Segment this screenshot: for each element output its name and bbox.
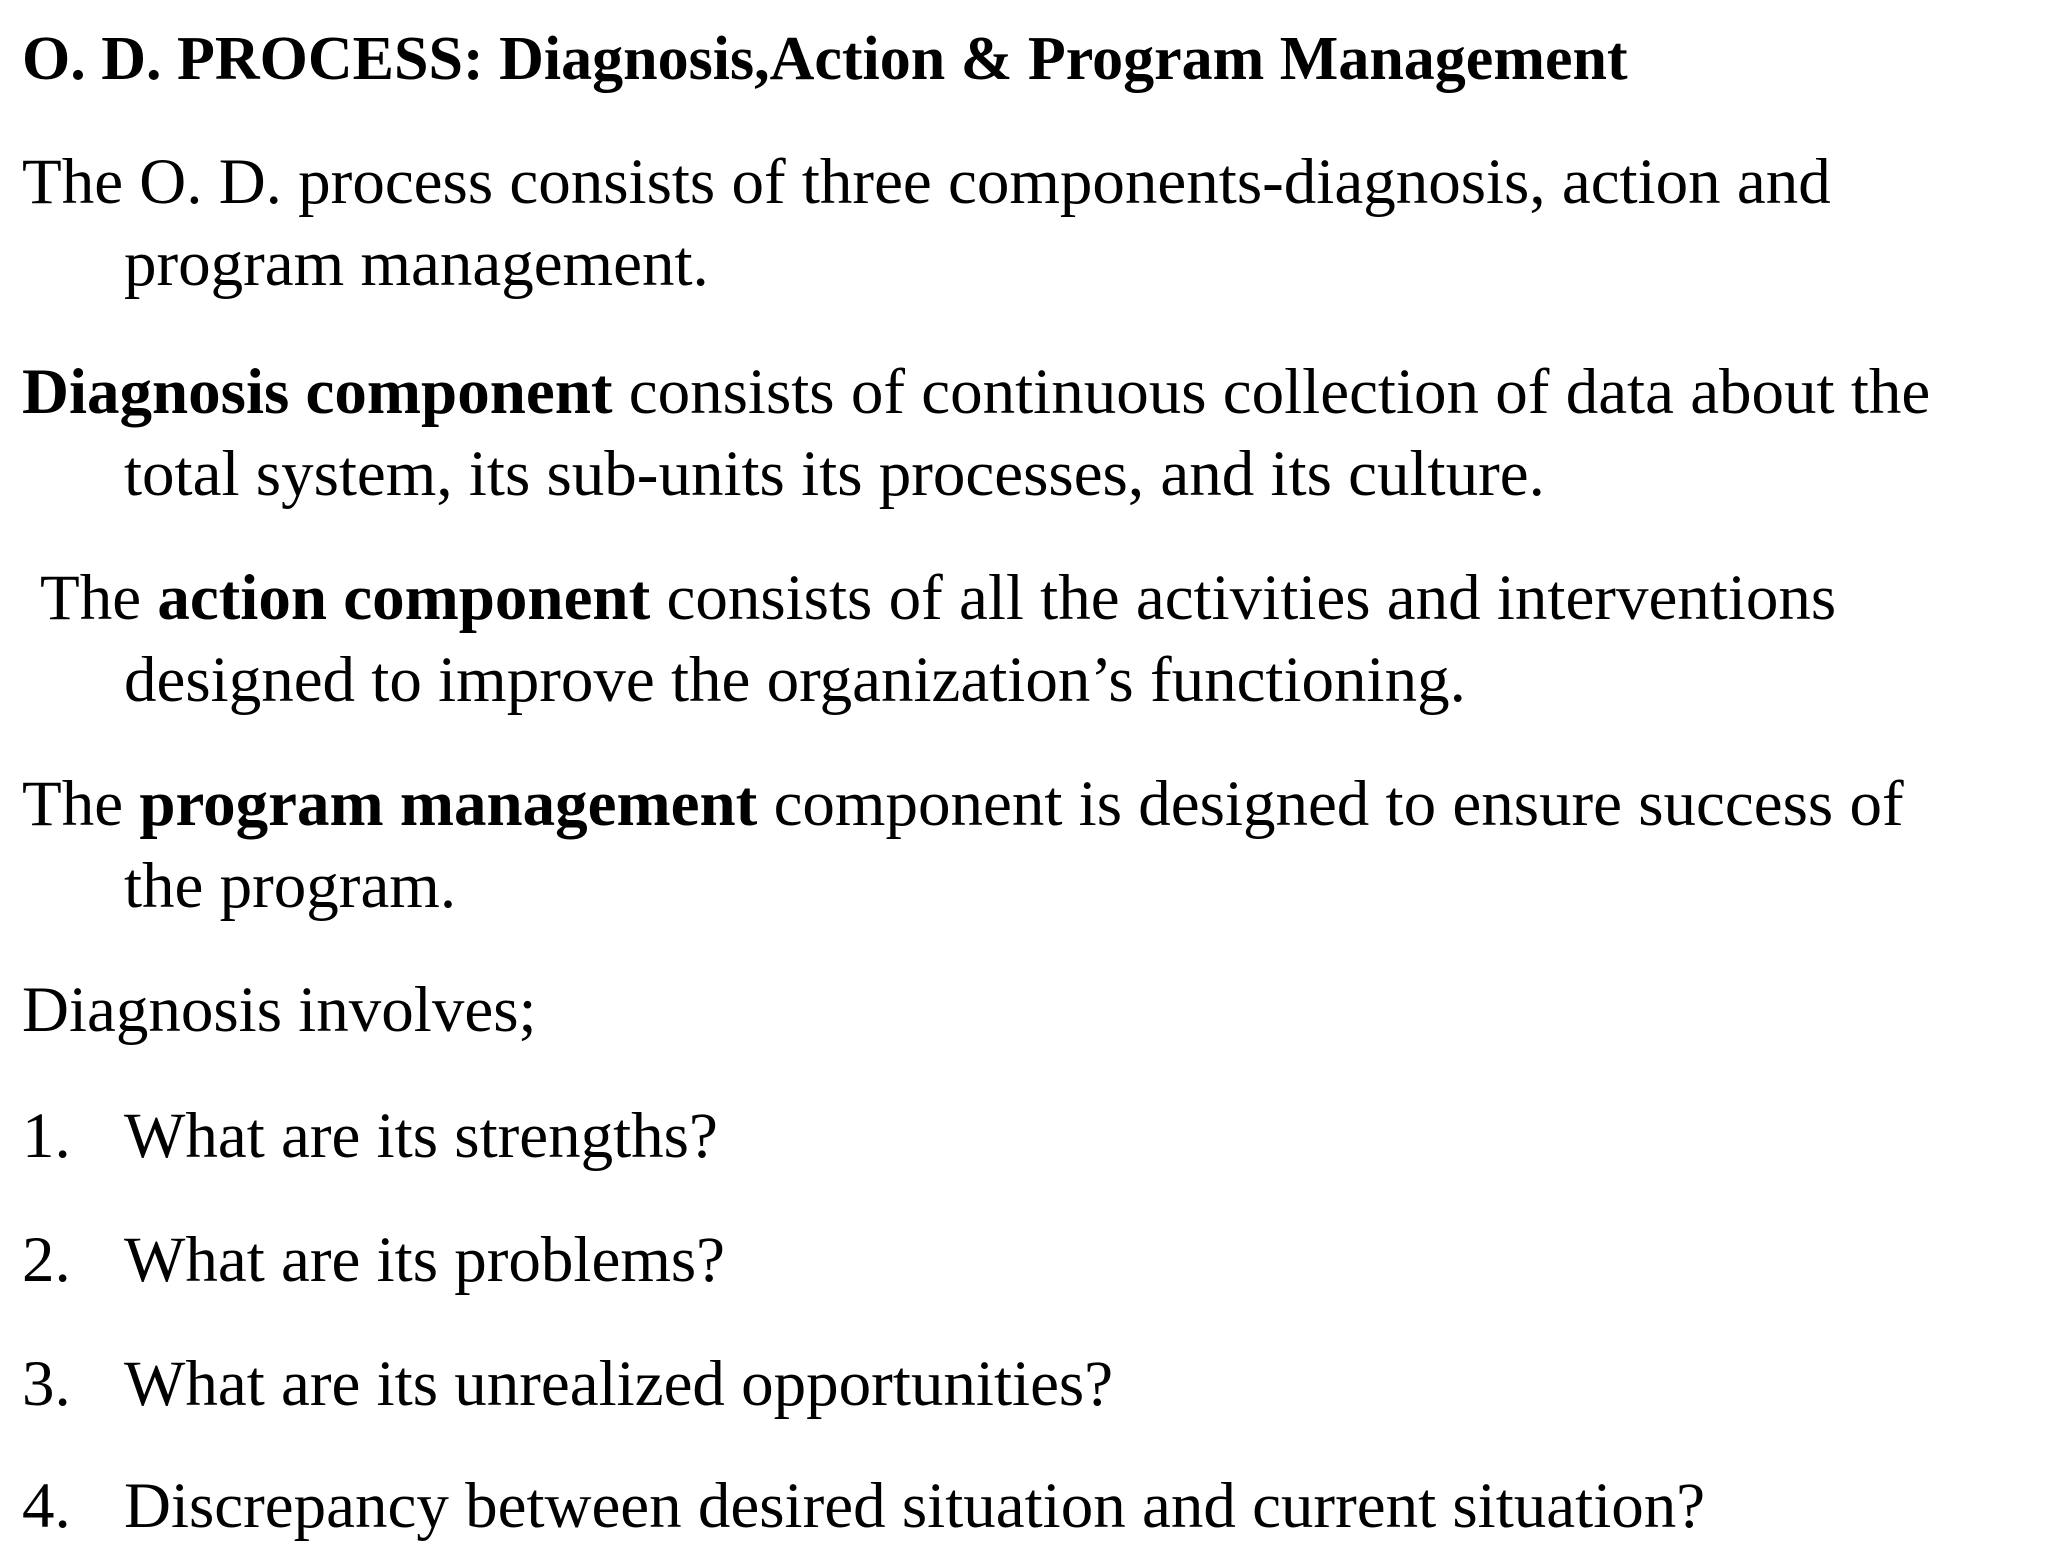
program-term: program management — [139, 768, 758, 840]
action-term: action component — [157, 562, 651, 634]
diagnosis-paragraph-line-1 — [22, 356, 1931, 428]
action-line-1-text: consists of all the activities and interventions — [650, 562, 1837, 634]
action-paragraph-line-1 — [40, 562, 1837, 634]
program-paragraph-line-2: the program. — [124, 850, 457, 922]
list-item-number: 3. — [22, 1348, 71, 1420]
list-item-number: 2. — [22, 1224, 71, 1296]
list-item-number: 4. — [22, 1470, 71, 1542]
action-paragraph-line-2: designed to improve the organization’s functioning. — [124, 644, 1466, 716]
diagnosis-involves-heading: Diagnosis involves; — [22, 974, 537, 1046]
list-item-text: What are its unrealized opportunities? — [124, 1348, 1114, 1420]
intro-line-1: The O. D. process consists of three components-diagnosis, action and — [22, 146, 1831, 218]
diagnosis-line-1-text: consists of continuous collection of data about the — [612, 356, 1931, 428]
action-prefix: The — [40, 562, 158, 634]
list-item-number: 1. — [22, 1100, 71, 1172]
diagnosis-term: Diagnosis component — [22, 356, 613, 428]
diagnosis-paragraph-line-2: total system, its sub-units its processes, and its culture. — [124, 438, 1545, 510]
list-item-text: What are its strengths? — [124, 1100, 718, 1172]
intro-line-2: program management. — [124, 228, 709, 300]
list-item-text: What are its problems? — [124, 1224, 726, 1296]
page-title: O. D. PROCESS: Diagnosis,Action & Program Management — [22, 25, 1628, 93]
list-item-text: Discrepancy between desired situation and current situation? — [124, 1470, 1706, 1542]
program-prefix: The — [22, 768, 140, 840]
program-line-1-text: component is designed to ensure success of — [757, 768, 1904, 840]
program-paragraph-line-1 — [22, 768, 1904, 840]
